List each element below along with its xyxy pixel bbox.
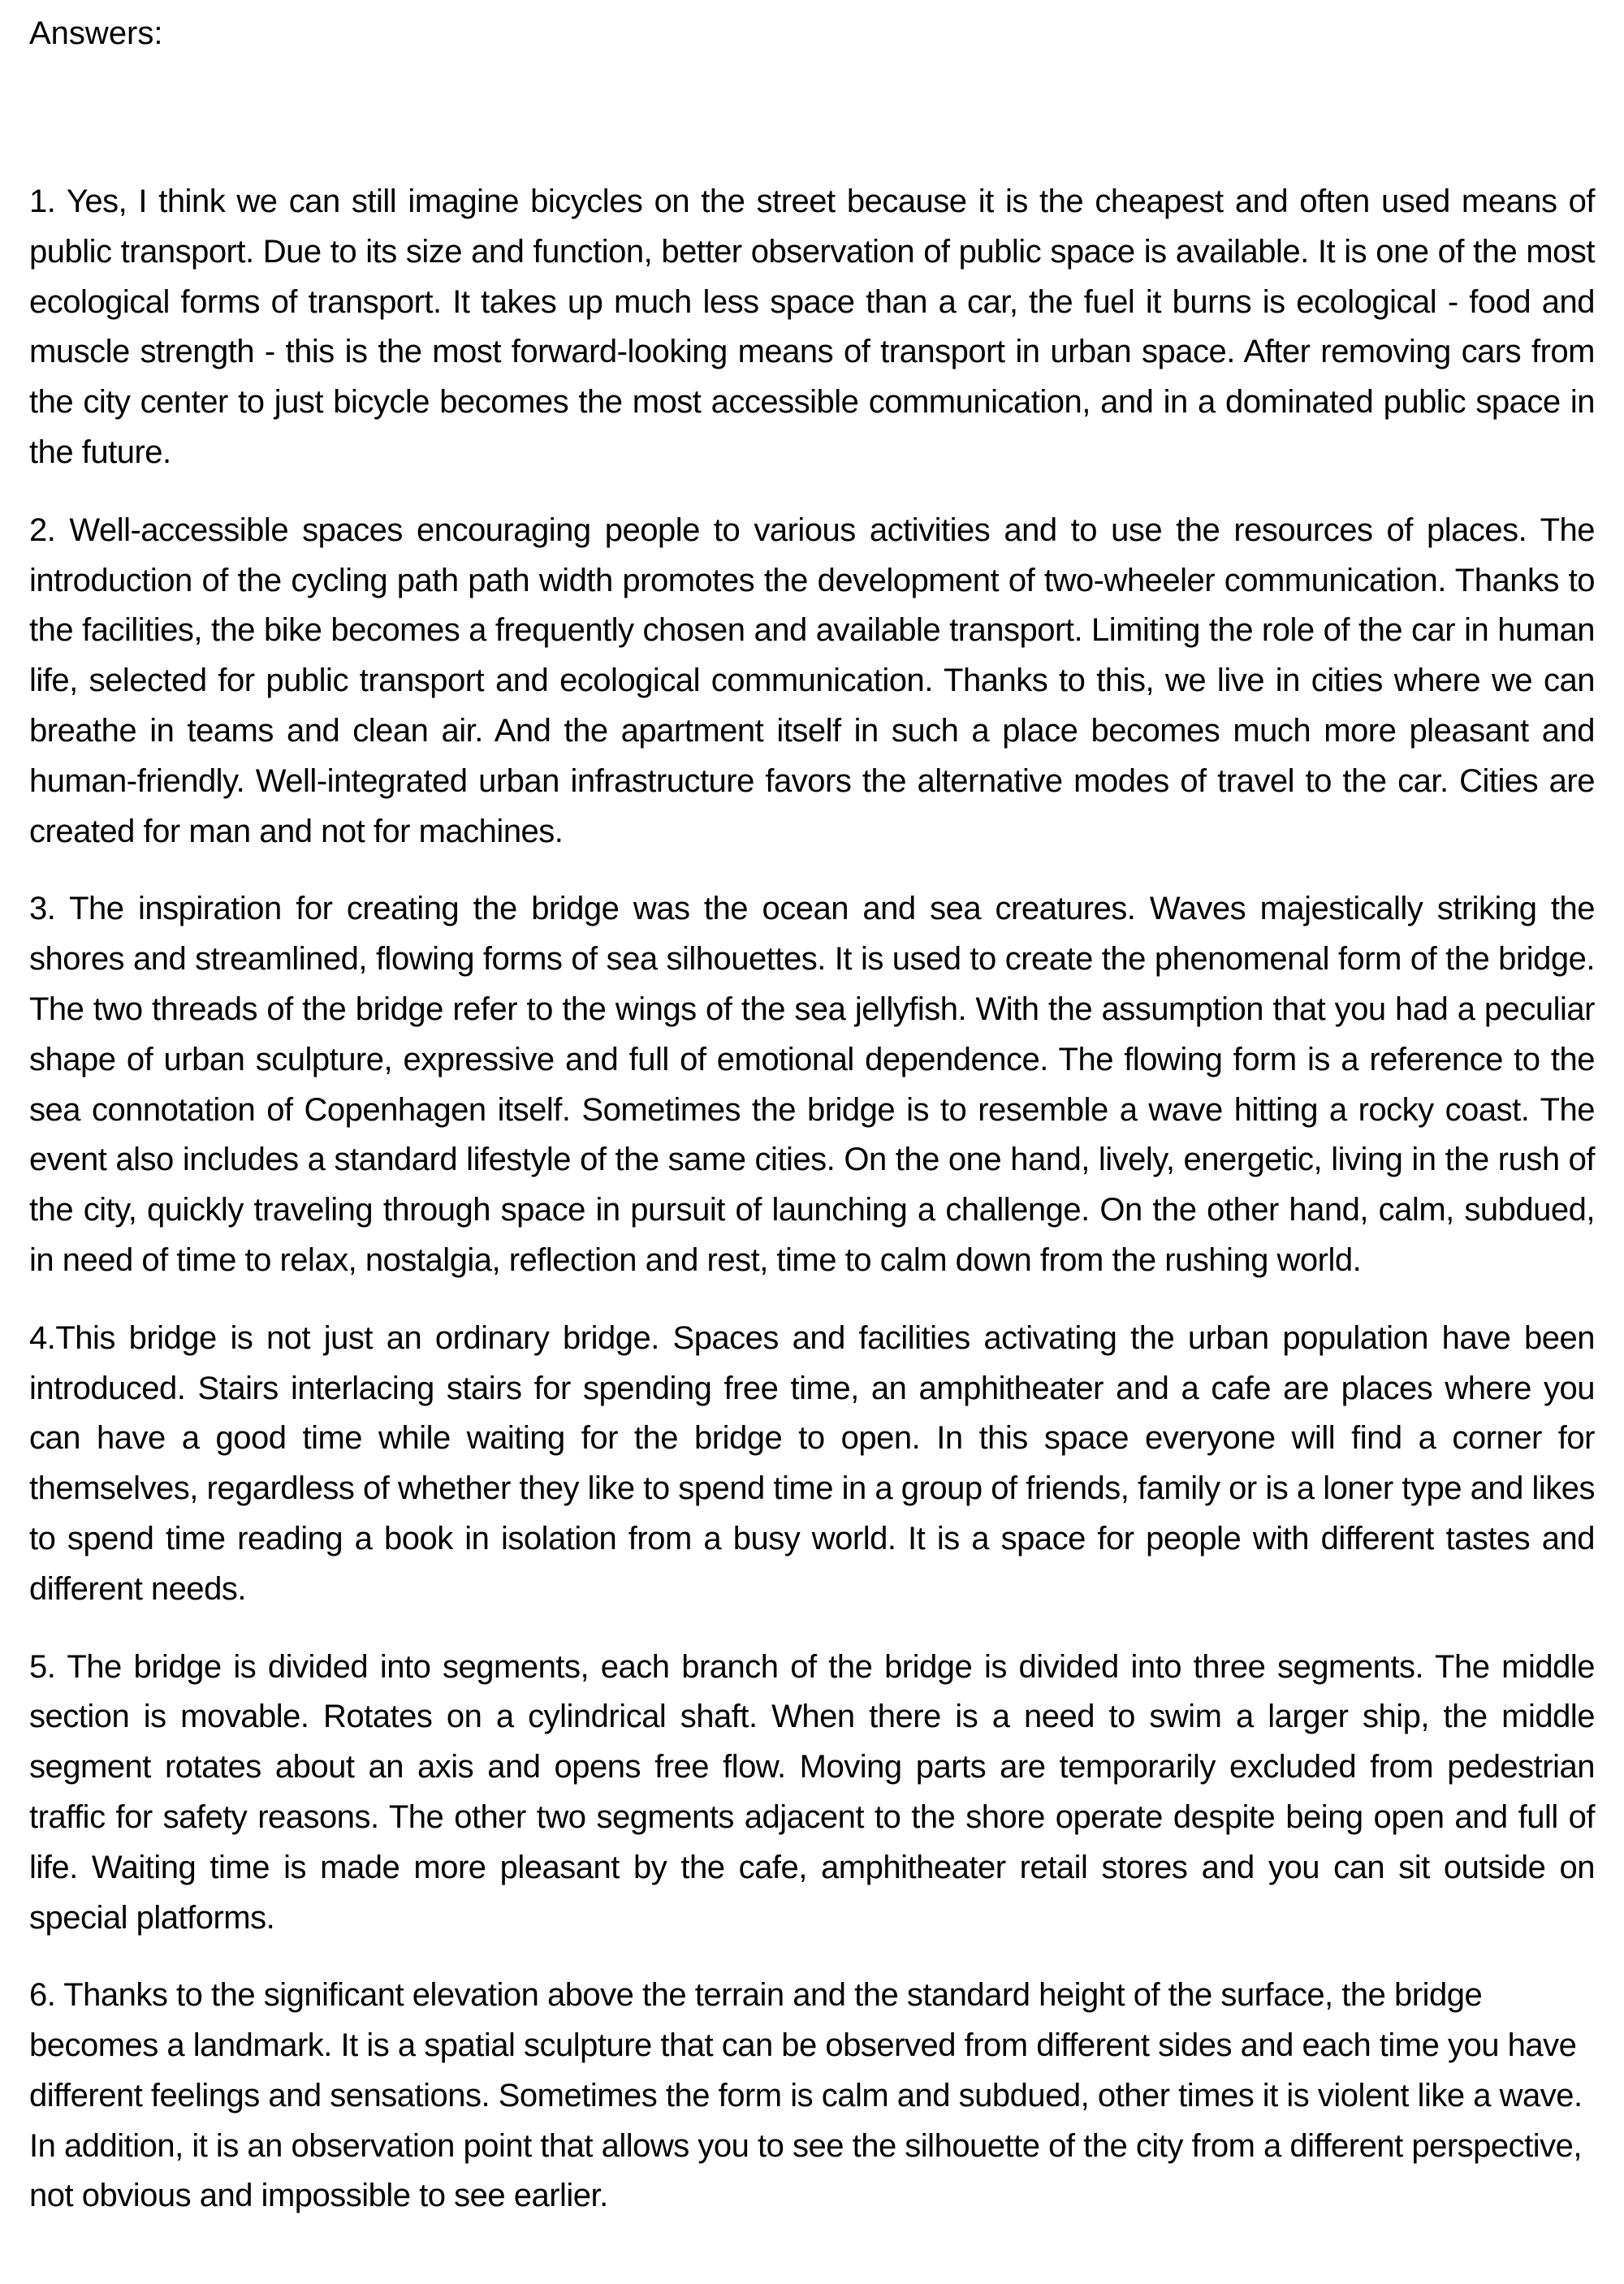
answer-paragraph-5: 5. The bridge is divided into segments, each branch of the bridge is divided into three segments. The middle section is movable. Rotates on a cylindrical shaft. When there is a need to swim a larger ship, the middle segment rotates about an axis and opens free flow. Moving parts are temporarily excluded from pedestrian traffic for safety reasons. The other two segments adjacent to the shore operate despite being open and full of life. Waiting time is made more pleasant by the cafe, amphitheater retail stores and you can sit outside on special platforms. (29, 1648, 1595, 1936)
answer-paragraph-3: 3. The inspiration for creating the bridge was the ocean and sea creatures. Waves majestically striking the shores and streamlined, flowing forms of sea silhouettes. It is used to create the phenomenal form of the bridge. The two threads of the bridge refer to the wings of the sea jellyfish. With the assumption that you had a peculiar shape of urban sculpture, expressive and full of emotional dependence. The flowing form is a reference to the sea connotation of Copenhagen itself. Sometimes the bridge is to resemble a wave hitting a rocky coast. The event also includes a standard lifestyle of the same cities. On the one hand, lively, energetic, living in the rush of the city, quickly traveling through space in pursuit of launching a challenge. On the other hand, calm, subdued, in need of time to relax, nostalgia, reflection and rest, time to calm down from the rushing world. (29, 891, 1595, 1278)
answer-paragraph-6: 6. Thanks to the significant elevation above the terrain and the standard height of the surface, the bridge becomes a landmark. It is a spatial sculpture that can be observed from different sides and each time you have different feelings and sensations. Sometimes the form is calm and subdued, other times it is violent like a wave. In addition, it is an observation point that allows you to see the silhouette of the city from a different perspective, not obvious and impossible to see earlier. (29, 1977, 1583, 2214)
document-heading: Answers: (29, 15, 163, 51)
answer-paragraph-1: 1. Yes, I think we can still imagine bicycles on the street because it is the cheapest and often used means of public transport. Due to its size and function, better observation of public space is available. It is one of the most ecological forms of transport. It takes up much less space than a car, the fuel it burns is ecological - food and muscle strength - this is the most forward-looking means of transport in urban space. After removing cars from the city center to just bicycle becomes the most accessible communication, and in a dominated public space in the future. (29, 183, 1595, 470)
answer-paragraph-2: 2. Well-accessible spaces encouraging people to various activities and to use the resources of places. The introduction of the cycling path path width promotes the development of two-wheeler communication. Thanks to the facilities, the bike becomes a frequently chosen and available transport. Limiting the role of the car in human life, selected for public transport and ecological communication. Thanks to this, we live in cities where we can breathe in teams and clean air. And the apartment itself in such a place becomes much more pleasant and human-friendly. Well-integrated urban infrastructure favors the alternative modes of travel to the car. Cities are created for man and not for machines. (29, 512, 1595, 849)
answers-list (29, 177, 1595, 2221)
answer-paragraph-4: 4.This bridge is not just an ordinary bridge. Spaces and facilities activating the urban population have been introduced. Stairs interlacing stairs for spending free time, an amphitheater and a cafe are places where you can have a good time while waiting for the bridge to open. In this space everyone will find a corner for themselves, regardless of whether they like to spend time in a group of friends, family or is a loner type and likes to spend time reading a book in isolation from a busy world. It is a space for people with different tastes and different needs. (29, 1319, 1595, 1607)
